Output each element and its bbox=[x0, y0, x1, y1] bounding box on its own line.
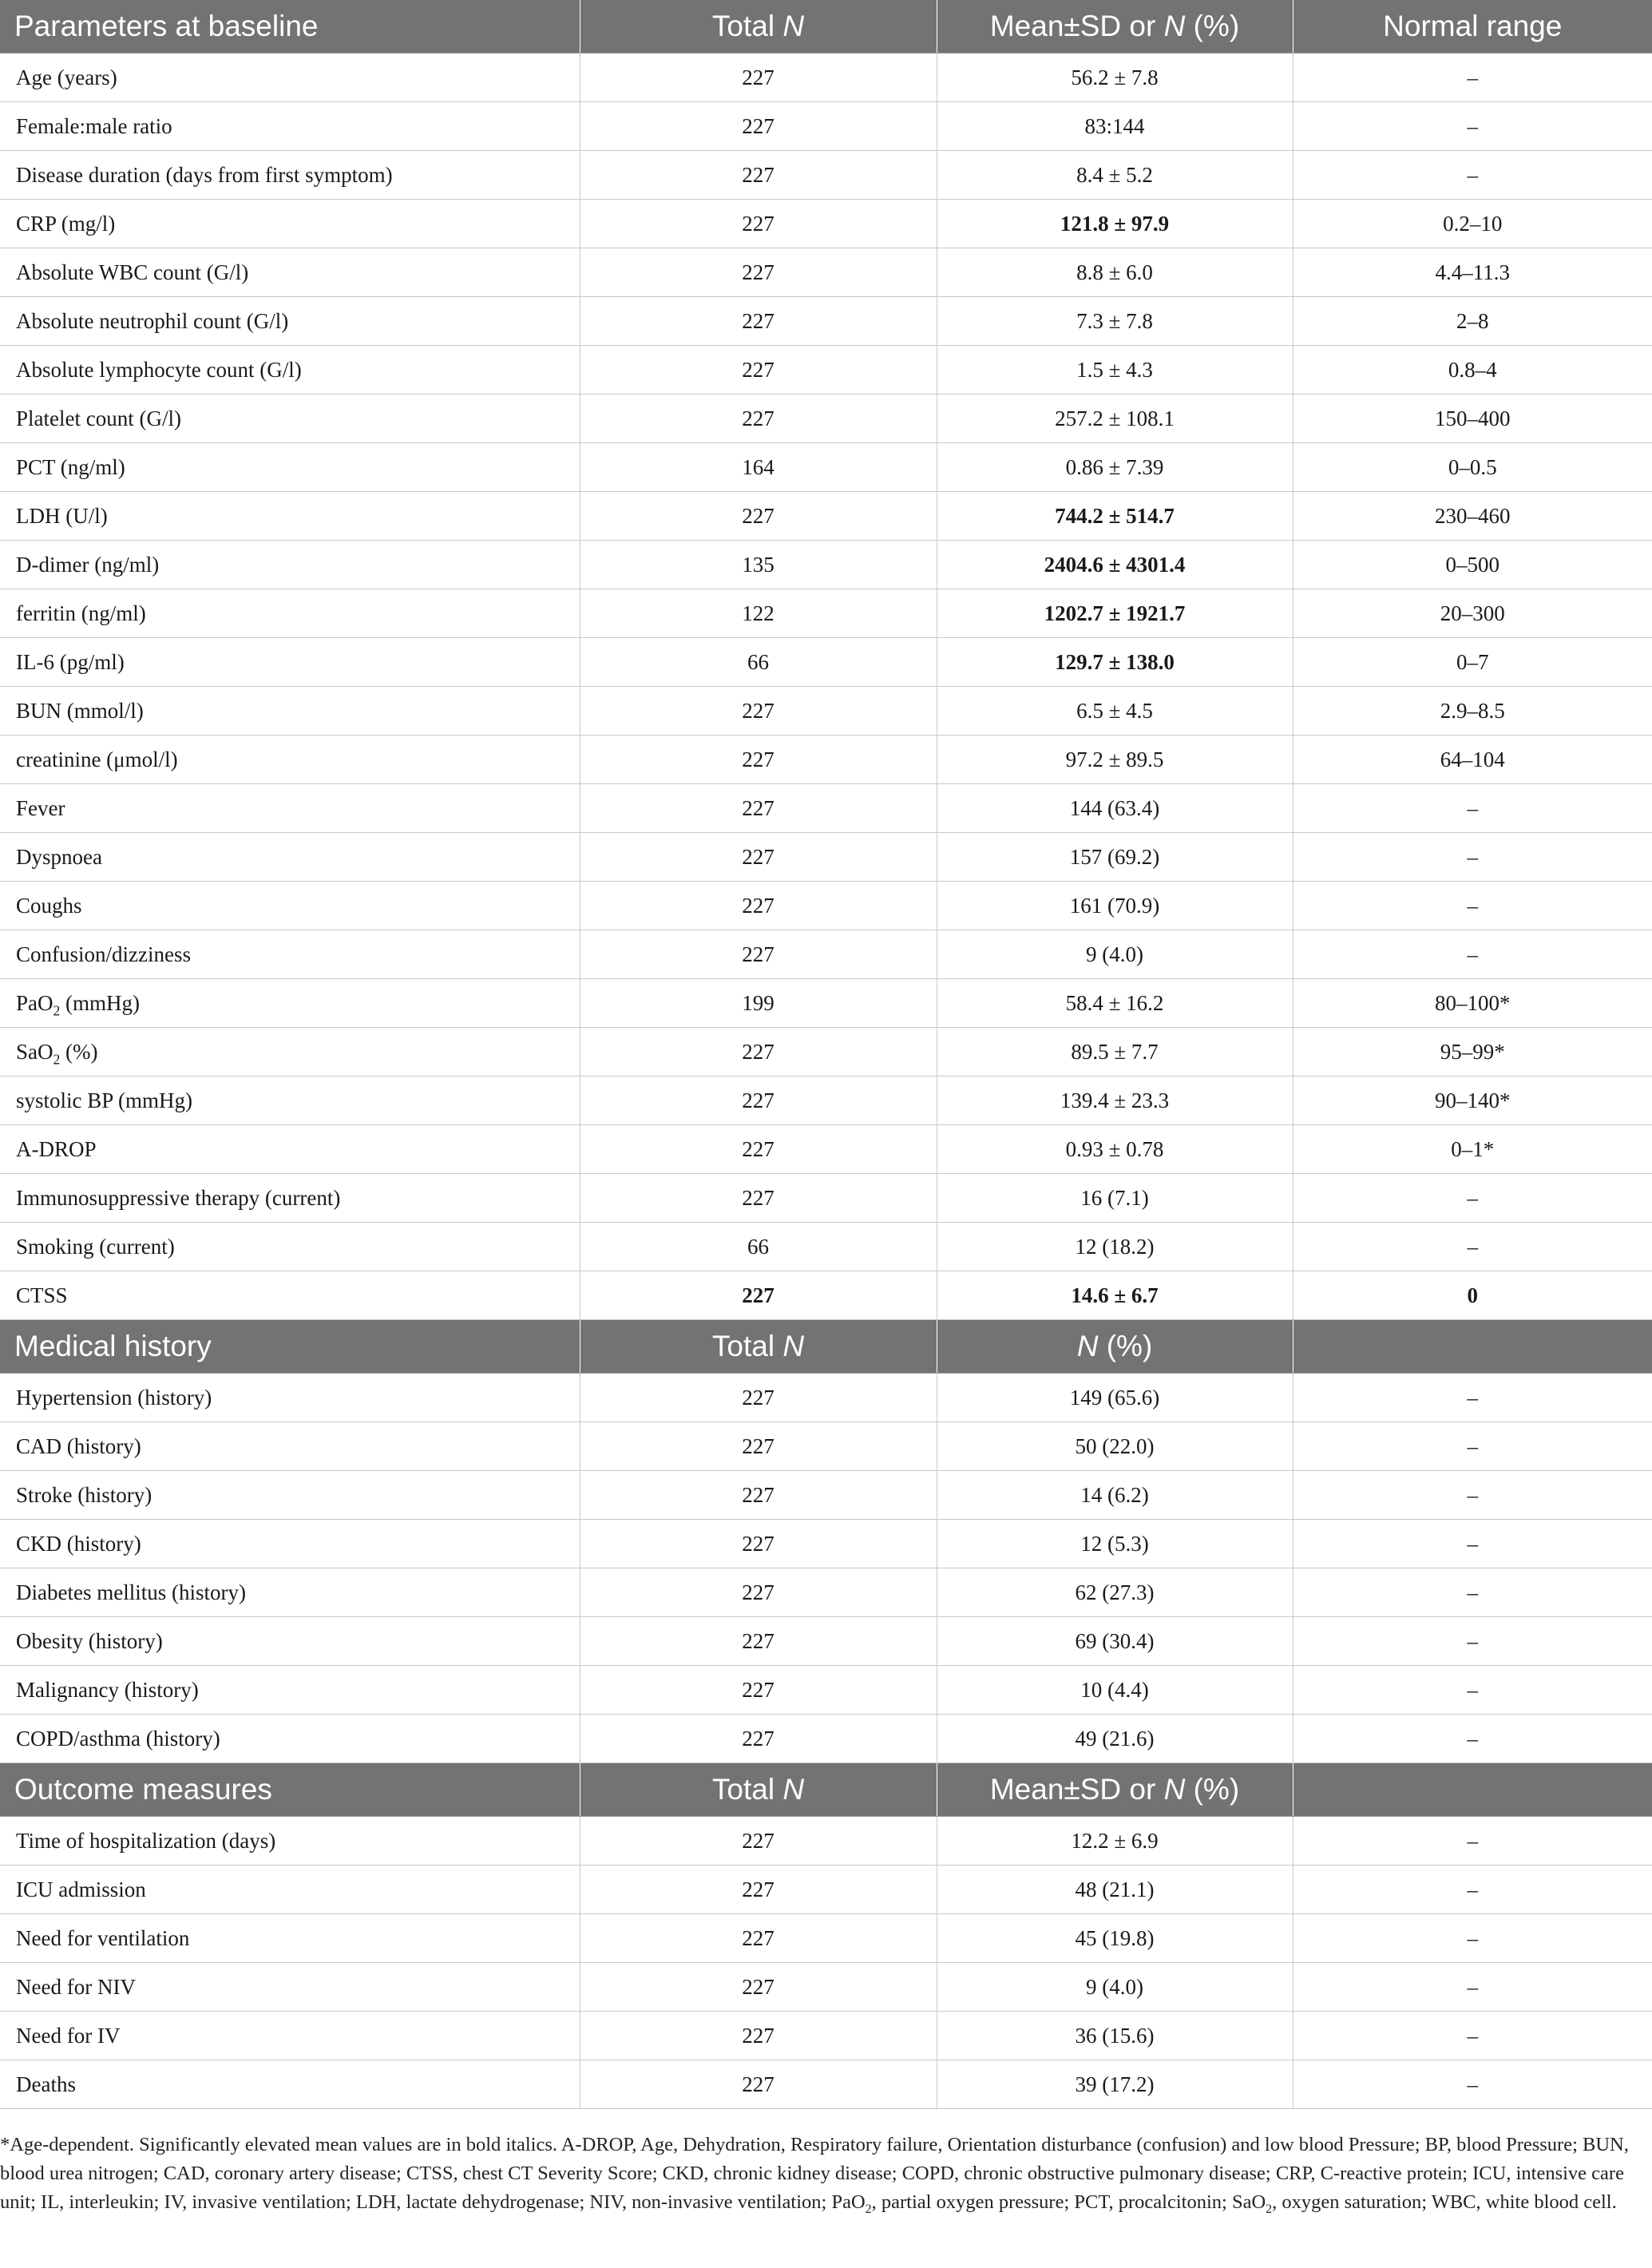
total-n-cell: 227 bbox=[580, 1715, 937, 1763]
parameter-name-cell bbox=[0, 102, 580, 151]
parameter-name-cell bbox=[0, 297, 580, 346]
table-row bbox=[0, 443, 1652, 492]
parameter-name-cell bbox=[0, 200, 580, 248]
parameter-name: systolic BP (mmHg) bbox=[16, 1088, 193, 1112]
parameter-name-cell bbox=[0, 1715, 580, 1763]
value-cell: 6.5 ± 4.5 bbox=[937, 687, 1293, 736]
parameter-name: D-dimer (ng/ml) bbox=[16, 552, 160, 577]
parameter-name-cell bbox=[0, 1520, 580, 1568]
table-row bbox=[0, 1963, 1652, 2012]
table-footnote bbox=[0, 2131, 1629, 2217]
total-n-cell: 227 bbox=[580, 54, 937, 102]
table-row bbox=[0, 784, 1652, 833]
table-row bbox=[0, 346, 1652, 395]
table-row bbox=[0, 1077, 1652, 1125]
parameter-name-cell bbox=[0, 1422, 580, 1471]
parameter-name-subscript: 2 bbox=[53, 1001, 61, 1018]
parameter-name-cell bbox=[0, 395, 580, 443]
table-row bbox=[0, 1617, 1652, 1666]
normal-range-cell: 0.2–10 bbox=[1293, 200, 1652, 248]
normal-range-cell: 0–500 bbox=[1293, 541, 1652, 589]
value-cell: 89.5 ± 7.7 bbox=[937, 1028, 1293, 1077]
parameter-name: PaO bbox=[16, 990, 53, 1015]
total-n-cell: 227 bbox=[580, 1077, 937, 1125]
footnote-subscript: 2 bbox=[1266, 2202, 1273, 2216]
total-n-cell: 227 bbox=[580, 1374, 937, 1422]
table-row bbox=[0, 1028, 1652, 1077]
parameter-name-cell bbox=[0, 1666, 580, 1715]
total-n-cell: 227 bbox=[580, 1271, 937, 1320]
normal-range-cell: – bbox=[1293, 1866, 1652, 1914]
normal-range-cell: – bbox=[1293, 151, 1652, 200]
parameter-name: creatinine (μmol/l) bbox=[16, 747, 178, 771]
table-row bbox=[0, 930, 1652, 979]
table-row bbox=[0, 1471, 1652, 1520]
parameter-name: CAD (history) bbox=[16, 1433, 141, 1458]
normal-range-cell: 64–104 bbox=[1293, 736, 1652, 784]
total-n-cell: 227 bbox=[580, 736, 937, 784]
total-n-cell: 66 bbox=[580, 1223, 937, 1271]
table-row bbox=[0, 1866, 1652, 1914]
total-n-cell: 227 bbox=[580, 1568, 937, 1617]
normal-range-cell: – bbox=[1293, 1666, 1652, 1715]
parameter-name: CRP (mg/l) bbox=[16, 211, 116, 236]
section-header-title: Outcome measures bbox=[0, 1763, 580, 1817]
table-row bbox=[0, 1817, 1652, 1866]
value-cell: 1.5 ± 4.3 bbox=[937, 346, 1293, 395]
section-header-title: Medical history bbox=[0, 1320, 580, 1374]
normal-range-cell: – bbox=[1293, 1174, 1652, 1223]
total-n-cell: 164 bbox=[580, 443, 937, 492]
table-row bbox=[0, 151, 1652, 200]
total-n-cell: 227 bbox=[580, 1617, 937, 1666]
parameter-name-cell bbox=[0, 1077, 580, 1125]
total-n-cell: 227 bbox=[580, 200, 937, 248]
parameter-name-cell bbox=[0, 589, 580, 638]
value-cell: 149 (65.6) bbox=[937, 1374, 1293, 1422]
value-cell: 257.2 ± 108.1 bbox=[937, 395, 1293, 443]
parameter-name: Stroke (history) bbox=[16, 1482, 153, 1507]
value-cell: 12 (5.3) bbox=[937, 1520, 1293, 1568]
total-n-cell: 227 bbox=[580, 784, 937, 833]
parameter-name-cell bbox=[0, 882, 580, 930]
section-header-normal-range: Normal range bbox=[1293, 0, 1652, 54]
parameter-name: Disease duration (days from first symptom) bbox=[16, 162, 393, 187]
parameter-name: IL-6 (pg/ml) bbox=[16, 649, 125, 674]
section-header-normal-range bbox=[1293, 1763, 1652, 1817]
value-cell: 12.2 ± 6.9 bbox=[937, 1817, 1293, 1866]
parameter-name-cell bbox=[0, 346, 580, 395]
table-row bbox=[0, 1374, 1652, 1422]
table-row bbox=[0, 1715, 1652, 1763]
value-cell: 139.4 ± 23.3 bbox=[937, 1077, 1293, 1125]
parameter-name: Smoking (current) bbox=[16, 1234, 175, 1259]
total-n-cell: 227 bbox=[580, 2012, 937, 2060]
parameter-name-cell bbox=[0, 1271, 580, 1320]
normal-range-cell: – bbox=[1293, 930, 1652, 979]
total-n-cell: 227 bbox=[580, 1520, 937, 1568]
table-row bbox=[0, 248, 1652, 297]
table-row bbox=[0, 2012, 1652, 2060]
total-n-cell: 227 bbox=[580, 102, 937, 151]
normal-range-cell: 95–99* bbox=[1293, 1028, 1652, 1077]
parameter-name: Need for NIV bbox=[16, 1974, 136, 1999]
parameter-name: Time of hospitalization (days) bbox=[16, 1828, 276, 1853]
value-cell: 45 (19.8) bbox=[937, 1914, 1293, 1963]
value-cell: 58.4 ± 16.2 bbox=[937, 979, 1293, 1028]
value-cell: 0.86 ± 7.39 bbox=[937, 443, 1293, 492]
value-cell: 83:144 bbox=[937, 102, 1293, 151]
normal-range-cell: 0.8–4 bbox=[1293, 346, 1652, 395]
normal-range-cell: 80–100* bbox=[1293, 979, 1652, 1028]
table-row bbox=[0, 297, 1652, 346]
normal-range-cell: – bbox=[1293, 1715, 1652, 1763]
normal-range-cell: – bbox=[1293, 2060, 1652, 2109]
parameter-name: ferritin (ng/ml) bbox=[16, 601, 146, 625]
total-n-cell: 227 bbox=[580, 151, 937, 200]
value-cell: 36 (15.6) bbox=[937, 2012, 1293, 2060]
total-n-cell: 227 bbox=[580, 833, 937, 882]
parameter-name-cell bbox=[0, 1174, 580, 1223]
normal-range-cell: – bbox=[1293, 1914, 1652, 1963]
section-header-normal-range bbox=[1293, 1320, 1652, 1374]
normal-range-cell: – bbox=[1293, 1422, 1652, 1471]
total-n-cell: 227 bbox=[580, 930, 937, 979]
parameter-name-cell bbox=[0, 833, 580, 882]
table-row bbox=[0, 1174, 1652, 1223]
table-row bbox=[0, 687, 1652, 736]
section-header-row bbox=[0, 0, 1652, 54]
normal-range-cell: 2–8 bbox=[1293, 297, 1652, 346]
value-cell: 12 (18.2) bbox=[937, 1223, 1293, 1271]
normal-range-cell: – bbox=[1293, 2012, 1652, 2060]
parameter-name: CTSS bbox=[16, 1283, 68, 1307]
value-cell: 69 (30.4) bbox=[937, 1617, 1293, 1666]
table-row bbox=[0, 589, 1652, 638]
normal-range-cell: – bbox=[1293, 1520, 1652, 1568]
total-n-cell: 227 bbox=[580, 2060, 937, 2109]
table-row bbox=[0, 1568, 1652, 1617]
footnote-text-part3: , oxygen saturation; WBC, white blood cell. bbox=[1272, 2191, 1617, 2213]
parameter-name: Confusion/dizziness bbox=[16, 942, 191, 966]
normal-range-cell: – bbox=[1293, 1374, 1652, 1422]
parameter-name: COPD/asthma (history) bbox=[16, 1726, 220, 1751]
parameter-name-cell bbox=[0, 736, 580, 784]
value-cell: 10 (4.4) bbox=[937, 1666, 1293, 1715]
table-row bbox=[0, 1914, 1652, 1963]
normal-range-cell: – bbox=[1293, 784, 1652, 833]
parameter-name-cell bbox=[0, 979, 580, 1028]
value-cell: 62 (27.3) bbox=[937, 1568, 1293, 1617]
parameter-name: Immunosuppressive therapy (current) bbox=[16, 1185, 341, 1210]
value-cell: 9 (4.0) bbox=[937, 930, 1293, 979]
footnote-text-part1: *Age-dependent. Significantly elevated mean values are in bold italics. A-DROP, Age, Dehydration, Respiratory failure, Orientation disturbance (confusion) and low blood Pressure; BP, blood Pressure; BUN, blood urea nitrogen; CAD, coronary artery disease; CTSS, chest CT Severity Score; CKD, chronic kidney disease; COPD, chronic obstructive pulmonary disease; CRP, C-reactive protein; ICU, intensive care unit; IL, interleukin; IV, invasive ventilation; LDH, lactate dehydrogenase; NIV, non-invasive ventilation; PaO bbox=[0, 2134, 1629, 2213]
normal-range-cell: 4.4–11.3 bbox=[1293, 248, 1652, 297]
parameter-name-subscript: 2 bbox=[53, 1050, 61, 1067]
value-cell: 744.2 ± 514.7 bbox=[937, 492, 1293, 541]
total-n-cell: 227 bbox=[580, 1963, 937, 2012]
section-header-title: Parameters at baseline bbox=[0, 0, 580, 54]
parameter-name-cell bbox=[0, 541, 580, 589]
value-cell: 39 (17.2) bbox=[937, 2060, 1293, 2109]
value-cell: 8.4 ± 5.2 bbox=[937, 151, 1293, 200]
normal-range-cell: 150–400 bbox=[1293, 395, 1652, 443]
parameter-name: Female:male ratio bbox=[16, 113, 172, 138]
table-row bbox=[0, 1666, 1652, 1715]
parameter-name: BUN (mmol/l) bbox=[16, 698, 144, 723]
normal-range-cell: 2.9–8.5 bbox=[1293, 687, 1652, 736]
parameter-name: Hypertension (history) bbox=[16, 1385, 212, 1410]
parameter-name: Absolute WBC count (G/l) bbox=[16, 260, 249, 284]
table-row bbox=[0, 736, 1652, 784]
parameter-name-cell bbox=[0, 492, 580, 541]
footnote-text-part2: , partial oxygen pressure; PCT, procalcitonin; SaO bbox=[871, 2191, 1266, 2213]
value-cell: 14 (6.2) bbox=[937, 1471, 1293, 1520]
normal-range-cell: – bbox=[1293, 54, 1652, 102]
value-cell: 2404.6 ± 4301.4 bbox=[937, 541, 1293, 589]
parameter-name: Fever bbox=[16, 795, 65, 820]
table-row bbox=[0, 541, 1652, 589]
parameter-name: SaO bbox=[16, 1039, 53, 1064]
parameter-name: Platelet count (G/l) bbox=[16, 406, 181, 430]
parameter-name: Deaths bbox=[16, 2072, 76, 2096]
parameter-name-cell bbox=[0, 1617, 580, 1666]
table-row bbox=[0, 102, 1652, 151]
total-n-cell: 227 bbox=[580, 492, 937, 541]
table-row bbox=[0, 979, 1652, 1028]
total-n-cell: 199 bbox=[580, 979, 937, 1028]
parameter-name-cell bbox=[0, 1568, 580, 1617]
normal-range-cell: – bbox=[1293, 1568, 1652, 1617]
value-cell: 8.8 ± 6.0 bbox=[937, 248, 1293, 297]
table-row bbox=[0, 492, 1652, 541]
normal-range-cell: – bbox=[1293, 1963, 1652, 2012]
total-n-cell: 227 bbox=[580, 1174, 937, 1223]
value-cell: 161 (70.9) bbox=[937, 882, 1293, 930]
parameter-name-cell bbox=[0, 443, 580, 492]
parameter-name-cell bbox=[0, 1914, 580, 1963]
section-header-value: N (%) bbox=[937, 1320, 1293, 1374]
value-cell: 7.3 ± 7.8 bbox=[937, 297, 1293, 346]
table-row bbox=[0, 1520, 1652, 1568]
normal-range-cell: 230–460 bbox=[1293, 492, 1652, 541]
total-n-cell: 227 bbox=[580, 687, 937, 736]
value-cell: 48 (21.1) bbox=[937, 1866, 1293, 1914]
total-n-cell: 227 bbox=[580, 248, 937, 297]
table-row bbox=[0, 1125, 1652, 1174]
normal-range-cell: – bbox=[1293, 882, 1652, 930]
parameter-name: Absolute lymphocyte count (G/l) bbox=[16, 357, 302, 382]
normal-range-cell: – bbox=[1293, 1617, 1652, 1666]
parameter-name-cell bbox=[0, 54, 580, 102]
section-header-row bbox=[0, 1763, 1652, 1817]
value-cell: 121.8 ± 97.9 bbox=[937, 200, 1293, 248]
table-row bbox=[0, 833, 1652, 882]
value-cell: 16 (7.1) bbox=[937, 1174, 1293, 1223]
normal-range-cell: 0–1* bbox=[1293, 1125, 1652, 1174]
parameter-name: Coughs bbox=[16, 893, 82, 918]
section-header-value: Mean±SD or N (%) bbox=[937, 0, 1293, 54]
value-cell: 50 (22.0) bbox=[937, 1422, 1293, 1471]
section-header-total-n: Total N bbox=[580, 0, 937, 54]
total-n-cell: 66 bbox=[580, 638, 937, 687]
parameter-name: PCT (ng/ml) bbox=[16, 454, 125, 479]
normal-range-cell: 0 bbox=[1293, 1271, 1652, 1320]
parameter-name: ICU admission bbox=[16, 1877, 146, 1901]
normal-range-cell: – bbox=[1293, 1471, 1652, 1520]
table-row bbox=[0, 395, 1652, 443]
total-n-cell: 227 bbox=[580, 297, 937, 346]
parameter-name: Diabetes mellitus (history) bbox=[16, 1580, 246, 1604]
total-n-cell: 227 bbox=[580, 1666, 937, 1715]
normal-range-cell: – bbox=[1293, 102, 1652, 151]
total-n-cell: 227 bbox=[580, 1028, 937, 1077]
value-cell: 56.2 ± 7.8 bbox=[937, 54, 1293, 102]
parameter-name-cell bbox=[0, 1963, 580, 2012]
value-cell: 144 (63.4) bbox=[937, 784, 1293, 833]
section-header-total-n: Total N bbox=[580, 1320, 937, 1374]
parameter-name-cell bbox=[0, 1471, 580, 1520]
value-cell: 49 (21.6) bbox=[937, 1715, 1293, 1763]
parameter-name-cell bbox=[0, 2060, 580, 2109]
total-n-cell: 122 bbox=[580, 589, 937, 638]
normal-range-cell: – bbox=[1293, 1817, 1652, 1866]
total-n-cell: 135 bbox=[580, 541, 937, 589]
table-row bbox=[0, 2060, 1652, 2109]
table-row bbox=[0, 54, 1652, 102]
value-cell: 1202.7 ± 1921.7 bbox=[937, 589, 1293, 638]
total-n-cell: 227 bbox=[580, 346, 937, 395]
value-cell: 129.7 ± 138.0 bbox=[937, 638, 1293, 687]
parameter-name-cell bbox=[0, 1866, 580, 1914]
parameter-name: CKD (history) bbox=[16, 1531, 141, 1556]
table-row bbox=[0, 638, 1652, 687]
parameter-name: Absolute neutrophil count (G/l) bbox=[16, 308, 289, 333]
table-row bbox=[0, 882, 1652, 930]
total-n-cell: 227 bbox=[580, 1817, 937, 1866]
parameter-name-cell bbox=[0, 1125, 580, 1174]
parameter-name: Need for ventilation bbox=[16, 1925, 190, 1950]
parameter-name: Need for IV bbox=[16, 2023, 121, 2048]
table-row bbox=[0, 200, 1652, 248]
value-cell: 0.93 ± 0.78 bbox=[937, 1125, 1293, 1174]
parameter-name-cell bbox=[0, 248, 580, 297]
parameter-name-cell bbox=[0, 638, 580, 687]
total-n-cell: 227 bbox=[580, 1422, 937, 1471]
parameter-name-cell bbox=[0, 2012, 580, 2060]
table-row bbox=[0, 1271, 1652, 1320]
value-cell: 9 (4.0) bbox=[937, 1963, 1293, 2012]
parameter-name-cell bbox=[0, 1223, 580, 1271]
total-n-cell: 227 bbox=[580, 1866, 937, 1914]
parameter-name-cell bbox=[0, 1374, 580, 1422]
parameter-name-cell bbox=[0, 784, 580, 833]
parameter-name: Malignancy (history) bbox=[16, 1677, 199, 1702]
normal-range-cell: 90–140* bbox=[1293, 1077, 1652, 1125]
parameter-name-cell bbox=[0, 687, 580, 736]
total-n-cell: 227 bbox=[580, 882, 937, 930]
parameter-name-cell bbox=[0, 930, 580, 979]
table-row bbox=[0, 1223, 1652, 1271]
parameter-name-unit: (mmHg) bbox=[60, 990, 140, 1015]
normal-range-cell: 0–7 bbox=[1293, 638, 1652, 687]
parameter-name-cell bbox=[0, 151, 580, 200]
value-cell: 97.2 ± 89.5 bbox=[937, 736, 1293, 784]
value-cell: 157 (69.2) bbox=[937, 833, 1293, 882]
parameter-name-unit: (%) bbox=[60, 1039, 98, 1064]
parameter-name: Dyspnoea bbox=[16, 844, 102, 869]
table-row bbox=[0, 1422, 1652, 1471]
parameter-name-cell bbox=[0, 1028, 580, 1077]
total-n-cell: 227 bbox=[580, 1125, 937, 1174]
section-header-total-n: Total N bbox=[580, 1763, 937, 1817]
parameter-name: Obesity (history) bbox=[16, 1628, 163, 1653]
footnote-subscript: 2 bbox=[865, 2202, 872, 2216]
normal-range-cell: 20–300 bbox=[1293, 589, 1652, 638]
normal-range-cell: – bbox=[1293, 1223, 1652, 1271]
normal-range-cell: 0–0.5 bbox=[1293, 443, 1652, 492]
total-n-cell: 227 bbox=[580, 1471, 937, 1520]
parameter-name-cell bbox=[0, 1817, 580, 1866]
parameter-name: LDH (U/l) bbox=[16, 503, 108, 528]
total-n-cell: 227 bbox=[580, 395, 937, 443]
total-n-cell: 227 bbox=[580, 1914, 937, 1963]
section-header-value: Mean±SD or N (%) bbox=[937, 1763, 1293, 1817]
parameter-name: A-DROP bbox=[16, 1136, 97, 1161]
section-header-row bbox=[0, 1320, 1652, 1374]
parameter-name: Age (years) bbox=[16, 65, 117, 89]
normal-range-cell: – bbox=[1293, 833, 1652, 882]
value-cell: 14.6 ± 6.7 bbox=[937, 1271, 1293, 1320]
